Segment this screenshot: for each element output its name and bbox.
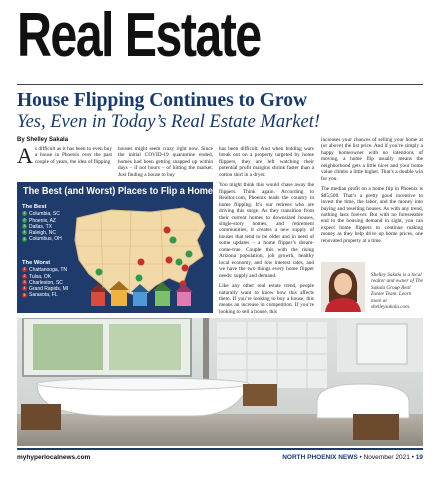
best-rank-3-badge: 3 <box>23 224 26 229</box>
marker-columbia <box>176 259 183 266</box>
footer-separator-2: • <box>411 454 414 461</box>
title-rule <box>17 84 423 85</box>
infographic-title: The Best (and Worst) Places to Flip a Home <box>23 186 213 197</box>
column-1-text: s difficult as it has been to even buy a house in Phoenix over the past couple of years, the idea of flipping <box>34 146 112 165</box>
worst-rank-4-badge: 4 <box>23 286 26 291</box>
worst-city-2: 2 Tulsa, OK <box>23 273 52 280</box>
marker-phoenix <box>96 269 103 276</box>
author-photo <box>321 262 365 312</box>
footer-publication-info <box>282 454 423 461</box>
worst-rank-3-badge: 3 <box>23 280 26 285</box>
worst-city-3: 3 Charleston, SC <box>23 279 63 286</box>
marker-tulsa <box>138 259 145 266</box>
marker-chattanooga <box>166 257 173 264</box>
best-list-header: The Best <box>22 204 47 210</box>
column-4-paragraph-2: The median profit on a home flip in Phoenix is $85,500. That’s a pretty good incentive to invest the time, the labor, and the money into buying and reselling houses. As with any trend, nothing lasts forever. But with no foreseeable end to the housing demand in sight, you can expect home flippers to continue making money as they help drive up home prices, one renovated property at a time. <box>321 186 423 244</box>
best-city-3: 3 Dallas, TX <box>23 223 52 230</box>
best-city-5: 5 Columbus, OH <box>23 236 62 243</box>
best-cities-list <box>22 204 62 243</box>
article-column-4 <box>321 137 423 248</box>
worst-rank-1-badge: 1 <box>23 267 26 272</box>
author-bio: Shelley Sakala is a local realtor and owner of The Sakala Group Real Estate Team. Learn more at shelleysakala.com. <box>371 272 423 311</box>
section-title: Real Estate <box>17 1 261 70</box>
bathroom-illustration <box>17 318 423 446</box>
article-column-1 <box>17 143 112 168</box>
marker-charleston <box>182 265 189 272</box>
marker-raleigh <box>186 251 193 258</box>
column-2-text: houses might seem crazy right now. Since the initial COVID-19 quarantine ended, homes had been getting snapped up within days – if not hours – of hitting the market. Just finding a house to buy <box>118 146 213 178</box>
worst-city-5: 5 Sarasota, FL <box>23 292 58 299</box>
footer-issue-date: November 2021 <box>363 454 410 461</box>
best-rank-2-badge: 2 <box>23 217 26 222</box>
column-3-paragraph-3: Like any other real estate trend, people naturally want to know how this affects them. If you’re looking to buy a house, this means an increase in competition. If you’re looking to sell a house, this <box>219 283 314 315</box>
best-city-4: 4 Raleigh, NC <box>23 230 56 237</box>
headline: House Flipping Continues to Grow <box>17 90 308 111</box>
worst-rank-5-badge: 5 <box>23 292 26 297</box>
bathroom-photo <box>17 318 423 446</box>
worst-city-4: 4 Grand Rapids, MI <box>23 286 69 293</box>
best-worst-infographic <box>17 182 213 313</box>
article-column-2 <box>118 146 213 182</box>
article-column-3 <box>219 146 314 319</box>
author-portrait-illustration <box>321 262 365 312</box>
marker-columbus <box>170 237 177 244</box>
worst-rank-2-badge: 2 <box>23 273 26 278</box>
column-3-paragraph-1: has been difficult. And when bidding wars break out on a property targeted by home flippers, they are left watching their potential profit margins shrink faster than a cotton shirt in a dryer. <box>219 146 314 178</box>
footer-website: myhyperlocalnews.com <box>17 454 91 461</box>
column-4-paragraph-1: increases your chances of selling your home at (or above) the list price. And if you’re simply a happy homeowner with no intentions of moving, a home flip usually means the neighborhood gets a little nicer and your home value climbs a little higher. That’s a double win for you. <box>321 137 423 182</box>
best-rank-5-badge: 5 <box>23 236 26 241</box>
marker-dallas <box>136 275 143 282</box>
footer-separator-1: • <box>359 454 362 461</box>
worst-list-header: The Worst <box>22 260 51 266</box>
worst-cities-list <box>22 260 68 299</box>
byline: By Shelley Sakala <box>17 137 69 143</box>
marker-grand-rapids <box>164 227 171 234</box>
column-3-paragraph-2: You might think this would chase away the flippers. Think again. According to Realtor.com, Phoenix leads the country in home flipping. It’s our retirees who are driving this surge. As they transition from their current homes to downsized houses, single-story homes, and retirement communities, it creates a new supply of houses that tend to be older and in need of some updates – a home flipper’s dream-come-true. Couple this with the rising Arizona population, job growth, healthy local economy, and low interest rates, and we have the two things every home flipper needs: supply and demand. <box>219 182 314 279</box>
us-map-illustration <box>71 200 211 308</box>
best-rank-1-badge: 1 <box>23 211 26 216</box>
subheadline: Yes, Even in Today’s Real Estate Market! <box>17 112 320 132</box>
footer-rule <box>17 448 423 450</box>
footer-page-number: 19 <box>415 454 423 461</box>
drop-cap: A <box>17 143 33 168</box>
best-city-2: 2 Phoenix, AZ <box>23 217 56 224</box>
worst-city-1: 1 Chattanooga, TN <box>23 267 67 274</box>
best-rank-4-badge: 4 <box>23 230 26 235</box>
best-city-1: 1 Columbia, SC <box>23 211 60 218</box>
footer-publication-name: NORTH PHOENIX NEWS <box>282 454 358 461</box>
